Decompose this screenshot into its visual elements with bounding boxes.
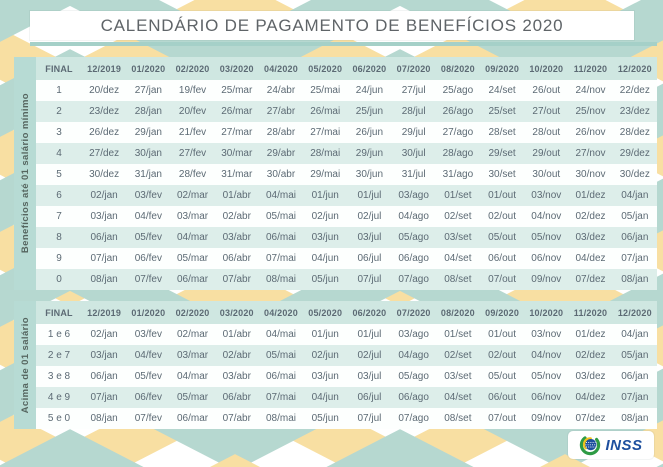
table-row bbox=[36, 143, 657, 164]
payment-date-cell: 07/jul bbox=[347, 269, 391, 290]
table-row bbox=[36, 185, 657, 206]
header-row bbox=[36, 57, 657, 80]
payment-date-cell: 31/ago bbox=[436, 164, 480, 185]
payment-date-cell: 01/abr bbox=[215, 324, 259, 345]
table-row bbox=[36, 248, 657, 269]
payment-date-cell: 30/dez bbox=[613, 164, 657, 185]
payment-date-cell: 28/jan bbox=[126, 101, 170, 122]
payment-date-cell: 03/mar bbox=[170, 345, 214, 366]
payment-date-cell: 30/jul bbox=[392, 143, 436, 164]
month-column-header: 11/2020 bbox=[568, 301, 612, 324]
month-column-header: 01/2020 bbox=[126, 57, 170, 80]
payment-date-cell: 07/fev bbox=[126, 269, 170, 290]
payment-date-cell: 29/mai bbox=[303, 164, 347, 185]
payment-date-cell: 05/mar bbox=[170, 387, 214, 408]
payment-date-cell: 05/jan bbox=[613, 206, 657, 227]
payment-date-cell: 05/jun bbox=[303, 269, 347, 290]
payment-date-cell: 24/nov bbox=[568, 80, 612, 101]
table-row bbox=[36, 227, 657, 248]
payment-date-cell: 23/dez bbox=[613, 101, 657, 122]
payment-date-cell: 26/nov bbox=[568, 122, 612, 143]
header-row bbox=[36, 301, 657, 324]
payment-date-cell: 03/fev bbox=[126, 324, 170, 345]
payment-date-cell: 06/mai bbox=[259, 227, 303, 248]
table-row bbox=[36, 206, 657, 227]
payment-date-cell: 28/out bbox=[524, 122, 568, 143]
payment-date-cell: 07/dez bbox=[568, 269, 612, 290]
payment-date-cell: 02/jul bbox=[347, 206, 391, 227]
payment-date-cell: 24/abr bbox=[259, 80, 303, 101]
payment-date-cell: 04/nov bbox=[524, 345, 568, 366]
payment-date-cell: 04/jan bbox=[613, 324, 657, 345]
payment-date-cell: 27/jan bbox=[126, 80, 170, 101]
payment-date-cell: 06/jul bbox=[347, 248, 391, 269]
payment-date-cell: 02/dez bbox=[568, 345, 612, 366]
payment-date-cell: 29/jun bbox=[347, 143, 391, 164]
payment-date-cell: 27/ago bbox=[436, 122, 480, 143]
payment-date-cell: 29/set bbox=[480, 143, 524, 164]
payment-date-cell: 01/set bbox=[436, 185, 480, 206]
payment-date-cell: 30/dez bbox=[82, 164, 126, 185]
payment-date-cell: 05/fev bbox=[126, 366, 170, 387]
inss-logo bbox=[568, 431, 654, 459]
payment-date-cell: 28/mai bbox=[303, 143, 347, 164]
payment-date-cell: 26/mai bbox=[303, 101, 347, 122]
payment-date-cell: 04/mai bbox=[259, 185, 303, 206]
side-label: Benefícios até 01 salário mínimo bbox=[19, 93, 31, 254]
payment-date-cell: 08/set bbox=[436, 408, 480, 429]
payment-date-cell: 07/mai bbox=[259, 248, 303, 269]
month-column-header: 06/2020 bbox=[347, 301, 391, 324]
month-column-header: 09/2020 bbox=[480, 301, 524, 324]
table-row bbox=[36, 387, 657, 408]
final-digit-cell: 5 e 0 bbox=[36, 408, 82, 429]
payment-date-cell: 04/jun bbox=[303, 387, 347, 408]
month-column-header: 02/2020 bbox=[170, 301, 214, 324]
final-digit-cell: 0 bbox=[36, 269, 82, 290]
payment-date-cell: 20/fev bbox=[170, 101, 214, 122]
final-digit-cell: 2 bbox=[36, 101, 82, 122]
payment-date-cell: 03/dez bbox=[568, 366, 612, 387]
month-column-header: 02/2020 bbox=[170, 57, 214, 80]
month-column-header: 12/2019 bbox=[82, 57, 126, 80]
payment-date-cell: 02/out bbox=[480, 345, 524, 366]
payment-date-cell: 27/dez bbox=[82, 143, 126, 164]
payment-date-cell: 03/abr bbox=[215, 366, 259, 387]
payment-date-cell: 08/jan bbox=[613, 408, 657, 429]
payment-date-cell: 05/out bbox=[480, 227, 524, 248]
payment-date-cell: 04/jun bbox=[303, 248, 347, 269]
payment-date-cell: 26/jun bbox=[347, 122, 391, 143]
final-digit-cell: 1 bbox=[36, 80, 82, 101]
payment-date-cell: 06/jan bbox=[613, 227, 657, 248]
payment-date-cell: 04/jan bbox=[613, 185, 657, 206]
payment-date-cell: 03/set bbox=[436, 227, 480, 248]
payment-date-cell: 27/jul bbox=[392, 80, 436, 101]
payment-date-cell: 05/nov bbox=[524, 366, 568, 387]
payment-date-cell: 26/mar bbox=[215, 101, 259, 122]
payment-date-cell: 04/mar bbox=[170, 366, 214, 387]
payment-date-cell: 29/abr bbox=[259, 143, 303, 164]
payment-date-cell: 08/jan bbox=[82, 408, 126, 429]
payment-date-cell: 03/jan bbox=[82, 345, 126, 366]
month-column-header: 12/2020 bbox=[613, 57, 657, 80]
payment-date-cell: 02/abr bbox=[215, 206, 259, 227]
payment-date-cell: 29/out bbox=[524, 143, 568, 164]
payment-date-cell: 30/mar bbox=[215, 143, 259, 164]
month-column-header: 06/2020 bbox=[347, 57, 391, 80]
payment-date-cell: 03/ago bbox=[392, 324, 436, 345]
payment-date-cell: 28/abr bbox=[259, 122, 303, 143]
payment-date-cell: 28/ago bbox=[436, 143, 480, 164]
final-digit-cell: 5 bbox=[36, 164, 82, 185]
payment-table-above-minimum bbox=[36, 301, 657, 429]
table-row bbox=[36, 269, 657, 290]
month-column-header: 10/2020 bbox=[524, 301, 568, 324]
final-digit-cell: 9 bbox=[36, 248, 82, 269]
payment-date-cell: 02/jan bbox=[82, 324, 126, 345]
payment-date-cell: 03/nov bbox=[524, 185, 568, 206]
payment-date-cell: 08/mai bbox=[259, 269, 303, 290]
title-underline bbox=[30, 42, 657, 46]
payment-date-cell: 07/jan bbox=[613, 248, 657, 269]
table-row bbox=[36, 164, 657, 185]
table-row bbox=[36, 324, 657, 345]
payment-date-cell: 27/nov bbox=[568, 143, 612, 164]
payment-date-cell: 01/jul bbox=[347, 324, 391, 345]
payment-date-cell: 26/out bbox=[524, 80, 568, 101]
month-column-header: 08/2020 bbox=[436, 301, 480, 324]
payment-date-cell: 27/mai bbox=[303, 122, 347, 143]
payment-date-cell: 03/dez bbox=[568, 227, 612, 248]
payment-date-cell: 02/set bbox=[436, 206, 480, 227]
payment-date-cell: 02/jan bbox=[82, 185, 126, 206]
payment-date-cell: 08/set bbox=[436, 269, 480, 290]
payment-date-cell: 06/jan bbox=[613, 366, 657, 387]
payment-date-cell: 30/jan bbox=[126, 143, 170, 164]
payment-date-cell: 07/ago bbox=[392, 269, 436, 290]
payment-date-cell: 08/mai bbox=[259, 408, 303, 429]
page-title: CALENDÁRIO DE PAGAMENTO DE BENEFÍCIOS 2020 bbox=[100, 15, 564, 35]
final-digit-cell: 2 e 7 bbox=[36, 345, 82, 366]
side-label: Acima de 01 salário bbox=[19, 316, 31, 414]
final-column-header: FINAL bbox=[36, 57, 82, 80]
payment-date-cell: 01/jul bbox=[347, 185, 391, 206]
month-column-header: 12/2020 bbox=[613, 301, 657, 324]
payment-date-cell: 03/jan bbox=[82, 206, 126, 227]
payment-date-cell: 05/jun bbox=[303, 408, 347, 429]
payment-date-cell: 20/dez bbox=[82, 80, 126, 101]
payment-date-cell: 05/ago bbox=[392, 366, 436, 387]
payment-date-cell: 07/ago bbox=[392, 408, 436, 429]
payment-date-cell: 04/ago bbox=[392, 345, 436, 366]
payment-date-cell: 30/jun bbox=[347, 164, 391, 185]
payment-date-cell: 07/mai bbox=[259, 387, 303, 408]
table-row bbox=[36, 408, 657, 429]
payment-date-cell: 29/jul bbox=[392, 122, 436, 143]
payment-date-cell: 03/abr bbox=[215, 227, 259, 248]
table-row bbox=[36, 80, 657, 101]
payment-date-cell: 01/out bbox=[480, 324, 524, 345]
payment-date-cell: 03/fev bbox=[126, 185, 170, 206]
payment-date-cell: 07/fev bbox=[126, 408, 170, 429]
inss-globe-icon bbox=[579, 434, 601, 456]
side-label-strip bbox=[14, 301, 36, 429]
final-digit-cell: 3 e 8 bbox=[36, 366, 82, 387]
payment-date-cell: 02/out bbox=[480, 206, 524, 227]
payment-date-cell: 25/jun bbox=[347, 101, 391, 122]
payment-date-cell: 04/nov bbox=[524, 206, 568, 227]
final-digit-cell: 4 e 9 bbox=[36, 387, 82, 408]
payment-date-cell: 27/out bbox=[524, 101, 568, 122]
payment-date-cell: 05/jan bbox=[613, 345, 657, 366]
payment-date-cell: 03/nov bbox=[524, 324, 568, 345]
table-row bbox=[36, 122, 657, 143]
payment-date-cell: 27/fev bbox=[170, 143, 214, 164]
payment-date-cell: 28/jul bbox=[392, 101, 436, 122]
side-label-strip bbox=[14, 57, 36, 290]
table-row bbox=[36, 345, 657, 366]
calendar-table bbox=[36, 301, 657, 429]
payment-date-cell: 04/ago bbox=[392, 206, 436, 227]
payment-date-cell: 01/dez bbox=[568, 185, 612, 206]
payment-date-cell: 31/jan bbox=[126, 164, 170, 185]
payment-date-cell: 04/set bbox=[436, 387, 480, 408]
payment-date-cell: 02/mar bbox=[170, 185, 214, 206]
payment-date-cell: 07/jan bbox=[82, 248, 126, 269]
payment-date-cell: 07/jan bbox=[82, 387, 126, 408]
payment-date-cell: 06/jul bbox=[347, 387, 391, 408]
payment-date-cell: 07/abr bbox=[215, 269, 259, 290]
month-column-header: 01/2020 bbox=[126, 301, 170, 324]
payment-date-cell: 24/set bbox=[480, 80, 524, 101]
payment-date-cell: 01/abr bbox=[215, 185, 259, 206]
payment-date-cell: 06/jan bbox=[82, 227, 126, 248]
final-digit-cell: 3 bbox=[36, 122, 82, 143]
month-column-header: 07/2020 bbox=[392, 301, 436, 324]
payment-date-cell: 09/nov bbox=[524, 408, 568, 429]
payment-date-cell: 06/abr bbox=[215, 387, 259, 408]
payment-date-cell: 05/ago bbox=[392, 227, 436, 248]
payment-date-cell: 01/jun bbox=[303, 324, 347, 345]
payment-date-cell: 25/mar bbox=[215, 80, 259, 101]
month-column-header: 07/2020 bbox=[392, 57, 436, 80]
payment-date-cell: 05/out bbox=[480, 366, 524, 387]
payment-date-cell: 25/ago bbox=[436, 80, 480, 101]
payment-date-cell: 29/dez bbox=[613, 143, 657, 164]
payment-date-cell: 04/fev bbox=[126, 345, 170, 366]
payment-date-cell: 06/jan bbox=[82, 366, 126, 387]
payment-date-cell: 06/nov bbox=[524, 248, 568, 269]
payment-date-cell: 06/fev bbox=[126, 248, 170, 269]
final-digit-cell: 7 bbox=[36, 206, 82, 227]
month-column-header: 04/2020 bbox=[259, 301, 303, 324]
payment-date-cell: 03/jun bbox=[303, 366, 347, 387]
month-column-header: 05/2020 bbox=[303, 301, 347, 324]
payment-date-cell: 07/jul bbox=[347, 408, 391, 429]
payment-date-cell: 07/out bbox=[480, 408, 524, 429]
payment-date-cell: 03/set bbox=[436, 366, 480, 387]
payment-date-cell: 07/dez bbox=[568, 408, 612, 429]
payment-date-cell: 02/jun bbox=[303, 206, 347, 227]
payment-date-cell: 06/ago bbox=[392, 248, 436, 269]
payment-date-cell: 27/abr bbox=[259, 101, 303, 122]
payment-date-cell: 06/abr bbox=[215, 248, 259, 269]
month-column-header: 03/2020 bbox=[215, 301, 259, 324]
payment-date-cell: 31/mar bbox=[215, 164, 259, 185]
month-column-header: 09/2020 bbox=[480, 57, 524, 80]
payment-date-cell: 06/nov bbox=[524, 387, 568, 408]
payment-date-cell: 19/fev bbox=[170, 80, 214, 101]
payment-date-cell: 01/out bbox=[480, 185, 524, 206]
payment-date-cell: 24/jun bbox=[347, 80, 391, 101]
final-digit-cell: 1 e 6 bbox=[36, 324, 82, 345]
payment-date-cell: 04/dez bbox=[568, 387, 612, 408]
payment-date-cell: 02/jun bbox=[303, 345, 347, 366]
payment-date-cell: 06/mar bbox=[170, 269, 214, 290]
inss-logo-text: INSS bbox=[605, 436, 643, 454]
payment-date-cell: 30/out bbox=[524, 164, 568, 185]
payment-date-cell: 03/jul bbox=[347, 366, 391, 387]
payment-date-cell: 04/mar bbox=[170, 227, 214, 248]
payment-date-cell: 06/fev bbox=[126, 387, 170, 408]
month-column-header: 05/2020 bbox=[303, 57, 347, 80]
table-row bbox=[36, 101, 657, 122]
payment-date-cell: 30/abr bbox=[259, 164, 303, 185]
payment-date-cell: 09/nov bbox=[524, 269, 568, 290]
payment-date-cell: 05/mar bbox=[170, 248, 214, 269]
payment-date-cell: 03/jun bbox=[303, 227, 347, 248]
payment-date-cell: 03/jul bbox=[347, 227, 391, 248]
payment-table-minimum-wage bbox=[36, 57, 657, 290]
payment-date-cell: 02/dez bbox=[568, 206, 612, 227]
payment-date-cell: 30/nov bbox=[568, 164, 612, 185]
payment-date-cell: 06/out bbox=[480, 387, 524, 408]
month-column-header: 03/2020 bbox=[215, 57, 259, 80]
payment-date-cell: 06/ago bbox=[392, 387, 436, 408]
payment-date-cell: 29/jan bbox=[126, 122, 170, 143]
payment-date-cell: 27/mar bbox=[215, 122, 259, 143]
payment-date-cell: 30/set bbox=[480, 164, 524, 185]
payment-date-cell: 28/dez bbox=[613, 122, 657, 143]
month-column-header: 11/2020 bbox=[568, 57, 612, 80]
payment-date-cell: 06/mai bbox=[259, 366, 303, 387]
payment-date-cell: 28/set bbox=[480, 122, 524, 143]
payment-date-cell: 01/dez bbox=[568, 324, 612, 345]
payment-date-cell: 21/fev bbox=[170, 122, 214, 143]
payment-date-cell: 07/jan bbox=[613, 387, 657, 408]
payment-date-cell: 03/ago bbox=[392, 185, 436, 206]
payment-date-cell: 26/ago bbox=[436, 101, 480, 122]
month-column-header: 04/2020 bbox=[259, 57, 303, 80]
month-column-header: 12/2019 bbox=[82, 301, 126, 324]
payment-date-cell: 02/jul bbox=[347, 345, 391, 366]
final-column-header: FINAL bbox=[36, 301, 82, 324]
payment-date-cell: 04/fev bbox=[126, 206, 170, 227]
payment-date-cell: 25/nov bbox=[568, 101, 612, 122]
payment-date-cell: 22/dez bbox=[613, 80, 657, 101]
table-row bbox=[36, 366, 657, 387]
final-digit-cell: 4 bbox=[36, 143, 82, 164]
payment-date-cell: 06/out bbox=[480, 248, 524, 269]
table-section-minimum-wage bbox=[14, 57, 657, 290]
payment-date-cell: 05/nov bbox=[524, 227, 568, 248]
final-digit-cell: 8 bbox=[36, 227, 82, 248]
payment-date-cell: 04/set bbox=[436, 248, 480, 269]
payment-date-cell: 04/dez bbox=[568, 248, 612, 269]
table-section-above-minimum bbox=[14, 301, 657, 429]
final-digit-cell: 6 bbox=[36, 185, 82, 206]
payment-date-cell: 07/abr bbox=[215, 408, 259, 429]
title-bar bbox=[30, 11, 634, 40]
calendar-table bbox=[36, 57, 657, 290]
payment-date-cell: 02/mar bbox=[170, 324, 214, 345]
payment-date-cell: 02/abr bbox=[215, 345, 259, 366]
payment-date-cell: 05/mai bbox=[259, 206, 303, 227]
payment-date-cell: 28/fev bbox=[170, 164, 214, 185]
payment-date-cell: 25/mai bbox=[303, 80, 347, 101]
payment-date-cell: 02/set bbox=[436, 345, 480, 366]
payment-date-cell: 05/mai bbox=[259, 345, 303, 366]
payment-date-cell: 08/jan bbox=[613, 269, 657, 290]
payment-date-cell: 07/out bbox=[480, 269, 524, 290]
month-column-header: 10/2020 bbox=[524, 57, 568, 80]
payment-date-cell: 26/dez bbox=[82, 122, 126, 143]
payment-date-cell: 01/set bbox=[436, 324, 480, 345]
payment-date-cell: 25/set bbox=[480, 101, 524, 122]
payment-date-cell: 04/mai bbox=[259, 324, 303, 345]
payment-date-cell: 06/mar bbox=[170, 408, 214, 429]
payment-date-cell: 03/mar bbox=[170, 206, 214, 227]
payment-date-cell: 08/jan bbox=[82, 269, 126, 290]
payment-date-cell: 01/jun bbox=[303, 185, 347, 206]
payment-date-cell: 31/jul bbox=[392, 164, 436, 185]
month-column-header: 08/2020 bbox=[436, 57, 480, 80]
payment-date-cell: 05/fev bbox=[126, 227, 170, 248]
payment-date-cell: 23/dez bbox=[82, 101, 126, 122]
